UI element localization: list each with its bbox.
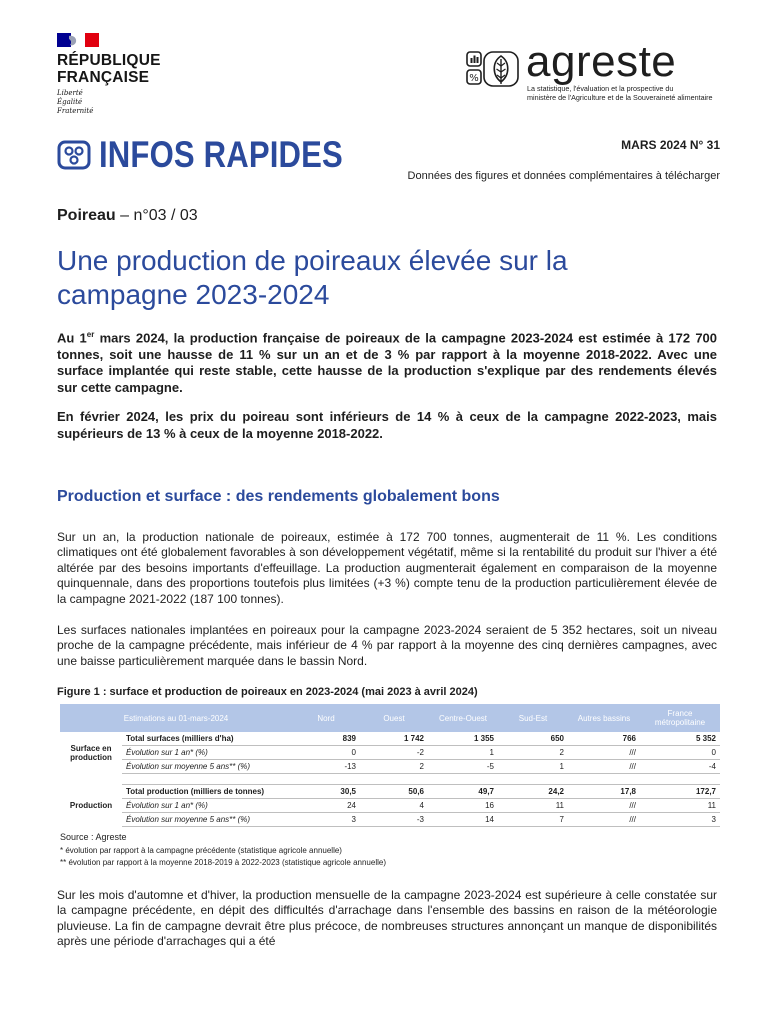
table-cell: 1 xyxy=(498,760,568,774)
table-cell: -3 xyxy=(360,813,428,827)
table-cell: 2 xyxy=(360,760,428,774)
section-heading: Production et surface : des rendements globalement bons xyxy=(57,488,500,505)
download-link[interactable]: Données des figures et données complémentaires à télécharger xyxy=(407,170,720,182)
table-cell: 839 xyxy=(292,732,360,746)
header-estimation: Estimations au 01-mars-2024 xyxy=(60,704,292,732)
table-cell: 11 xyxy=(640,799,720,813)
row-label: Total surfaces (milliers d'ha) xyxy=(122,732,292,746)
body-paragraph-2: Les surfaces nationales implantées en poireaux pour la campagne 2023-2024 seraient de 5 352 hectares, soit un niveau proche de la campagne précédente, mais inférieur de 4 % par rapport à la moyenne des cinq dernières campagnes, avec une baisse particulièrement marquée dans le bassin Nord. xyxy=(57,623,717,668)
row-label: Évolution sur moyenne 5 ans** (%) xyxy=(122,760,292,774)
table-spacer xyxy=(60,774,720,785)
page-title: Une production de poireaux élevée sur la campagne 2023-2024 xyxy=(57,245,568,310)
header-col: Ouest xyxy=(360,704,428,732)
figure-source: Source : Agreste xyxy=(60,832,127,842)
republique-francaise-name: RÉPUBLIQUE FRANÇAISE xyxy=(57,52,161,86)
table-cell: 14 xyxy=(428,813,498,827)
table-cell: -5 xyxy=(428,760,498,774)
table-cell: 5 352 xyxy=(640,732,720,746)
header-col: Sud-Est xyxy=(498,704,568,732)
table-cell: 11 xyxy=(498,799,568,813)
table-cell: 24,2 xyxy=(498,785,568,799)
table-row xyxy=(60,760,720,774)
marianne-flag-logo xyxy=(57,33,99,47)
table-row xyxy=(60,799,720,813)
row-label: Total production (milliers de tonnes) xyxy=(122,785,292,799)
table-cell: -13 xyxy=(292,760,360,774)
figure-title: Figure 1 : surface et production de poireaux en 2023-2024 (mai 2023 à avril 2024) xyxy=(57,686,478,698)
table-cell: 3 xyxy=(640,813,720,827)
agreste-wordmark: agreste xyxy=(526,37,677,86)
table-cell: 766 xyxy=(568,732,640,746)
table-cell: 49,7 xyxy=(428,785,498,799)
row-label: Évolution sur 1 an* (%) xyxy=(122,799,292,813)
table-cell: -4 xyxy=(640,760,720,774)
table-cell: 0 xyxy=(640,746,720,760)
series-title: INFOS RAPIDES xyxy=(99,134,343,175)
table-cell: -2 xyxy=(360,746,428,760)
table-cell: 1 355 xyxy=(428,732,498,746)
header-col: Centre-Ouest xyxy=(428,704,498,732)
table-cell: 2 xyxy=(498,746,568,760)
table-cell: 50,6 xyxy=(360,785,428,799)
table-cell: /// xyxy=(568,760,640,774)
row-label: Évolution sur 1 an* (%) xyxy=(122,746,292,760)
row-label: Évolution sur moyenne 5 ans** (%) xyxy=(122,813,292,827)
table-cell: /// xyxy=(568,813,640,827)
header-col: France métropolitaine xyxy=(640,704,720,732)
table-cell: 7 xyxy=(498,813,568,827)
infos-rapides-icon xyxy=(57,140,91,170)
figure-table xyxy=(60,704,720,827)
agreste-logo-icon xyxy=(466,51,522,97)
table-cell: 16 xyxy=(428,799,498,813)
group-label: Surface en production xyxy=(70,743,112,762)
header-col: Nord xyxy=(292,704,360,732)
table-row xyxy=(60,732,720,746)
table-cell: 1 742 xyxy=(360,732,428,746)
group-label: Production xyxy=(69,801,113,810)
table-cell: /// xyxy=(568,746,640,760)
table-cell: 1 xyxy=(428,746,498,760)
subject-number: – n°03 / 03 xyxy=(115,207,198,224)
republique-motto: Liberté Égalité Fraternité xyxy=(57,89,94,115)
issue-number: MARS 2024 N° 31 xyxy=(621,138,720,152)
table-cell: /// xyxy=(568,799,640,813)
figure-note-1: * évolution par rapport à la campagne précédente (statistique agricole annuelle) xyxy=(60,846,342,855)
table-cell: 3 xyxy=(292,813,360,827)
table-row xyxy=(60,813,720,827)
svg-text:%: % xyxy=(469,73,479,84)
body-paragraph-1: Sur un an, la production nationale de poireaux, estimée à 172 700 tonnes, augmenterait de 11 %. Les conditions climatiques ont été globalement favorables à son développement végétatif, même si la rentabilité du produit sur l'hiver a été altérée par des besoins importants d'effeuillage. La production augmenterait également en comparaison de la moyenne quinquennale, dans des proportions toutefois plus limitées (+3 %) compte tenu de la production particulièrement élevée de la campagne 2021-2022 (187 100 tonnes). xyxy=(57,530,717,606)
table-cell: 17,8 xyxy=(568,785,640,799)
agreste-tagline: La statistique, l'évaluation et la prospective du ministère de l'Agriculture et de la Souveraineté alimentaire xyxy=(527,84,713,102)
table-row xyxy=(60,785,720,799)
table-cell: 4 xyxy=(360,799,428,813)
subject-name: Poireau xyxy=(57,207,116,224)
lead-paragraph-2: En février 2024, les prix du poireau sont inférieurs de 14 % à ceux de la campagne 2022-2023, mais supérieurs de 13 % à ceux de la moyenne 2018-2022. xyxy=(57,409,717,441)
table-cell: 0 xyxy=(292,746,360,760)
subject-line xyxy=(57,207,198,225)
table-cell: 24 xyxy=(292,799,360,813)
table-header-row xyxy=(60,704,720,732)
body-paragraph-3: Sur les mois d'automne et d'hiver, la production mensuelle de la campagne 2023-2024 est supérieure à celle constatée sur la campagne précédente, en dépit des difficultés d'arrachage dans l'ensemble des bassins en raison de la météorologie pluvieuse. La fin de campagne devrait être plus précoce, de nombreuses structures annonçant un manque de disponibilités après une période d'arrachages qui a été xyxy=(57,888,717,949)
header-col: Autres bassins xyxy=(568,704,640,732)
table-cell: 172,7 xyxy=(640,785,720,799)
table-cell: 30,5 xyxy=(292,785,360,799)
table-row xyxy=(60,746,720,760)
table-cell: 650 xyxy=(498,732,568,746)
lead-paragraph-1: Au 1er mars 2024, la production française de poireaux de la campagne 2023-2024 est estimée à 172 700 tonnes, soit une hausse de 11 % sur un an et de 3 % par rapport à la moyenne 2018-2022. Avec une surface implantée qui reste stable, cette hausse de la production s'explique par des rendements élevés sur cette campagne. xyxy=(57,330,718,395)
figure-note-2: ** évolution par rapport à la moyenne 2018-2019 à 2022-2023 (statistique agricole annuelle) xyxy=(60,858,386,867)
